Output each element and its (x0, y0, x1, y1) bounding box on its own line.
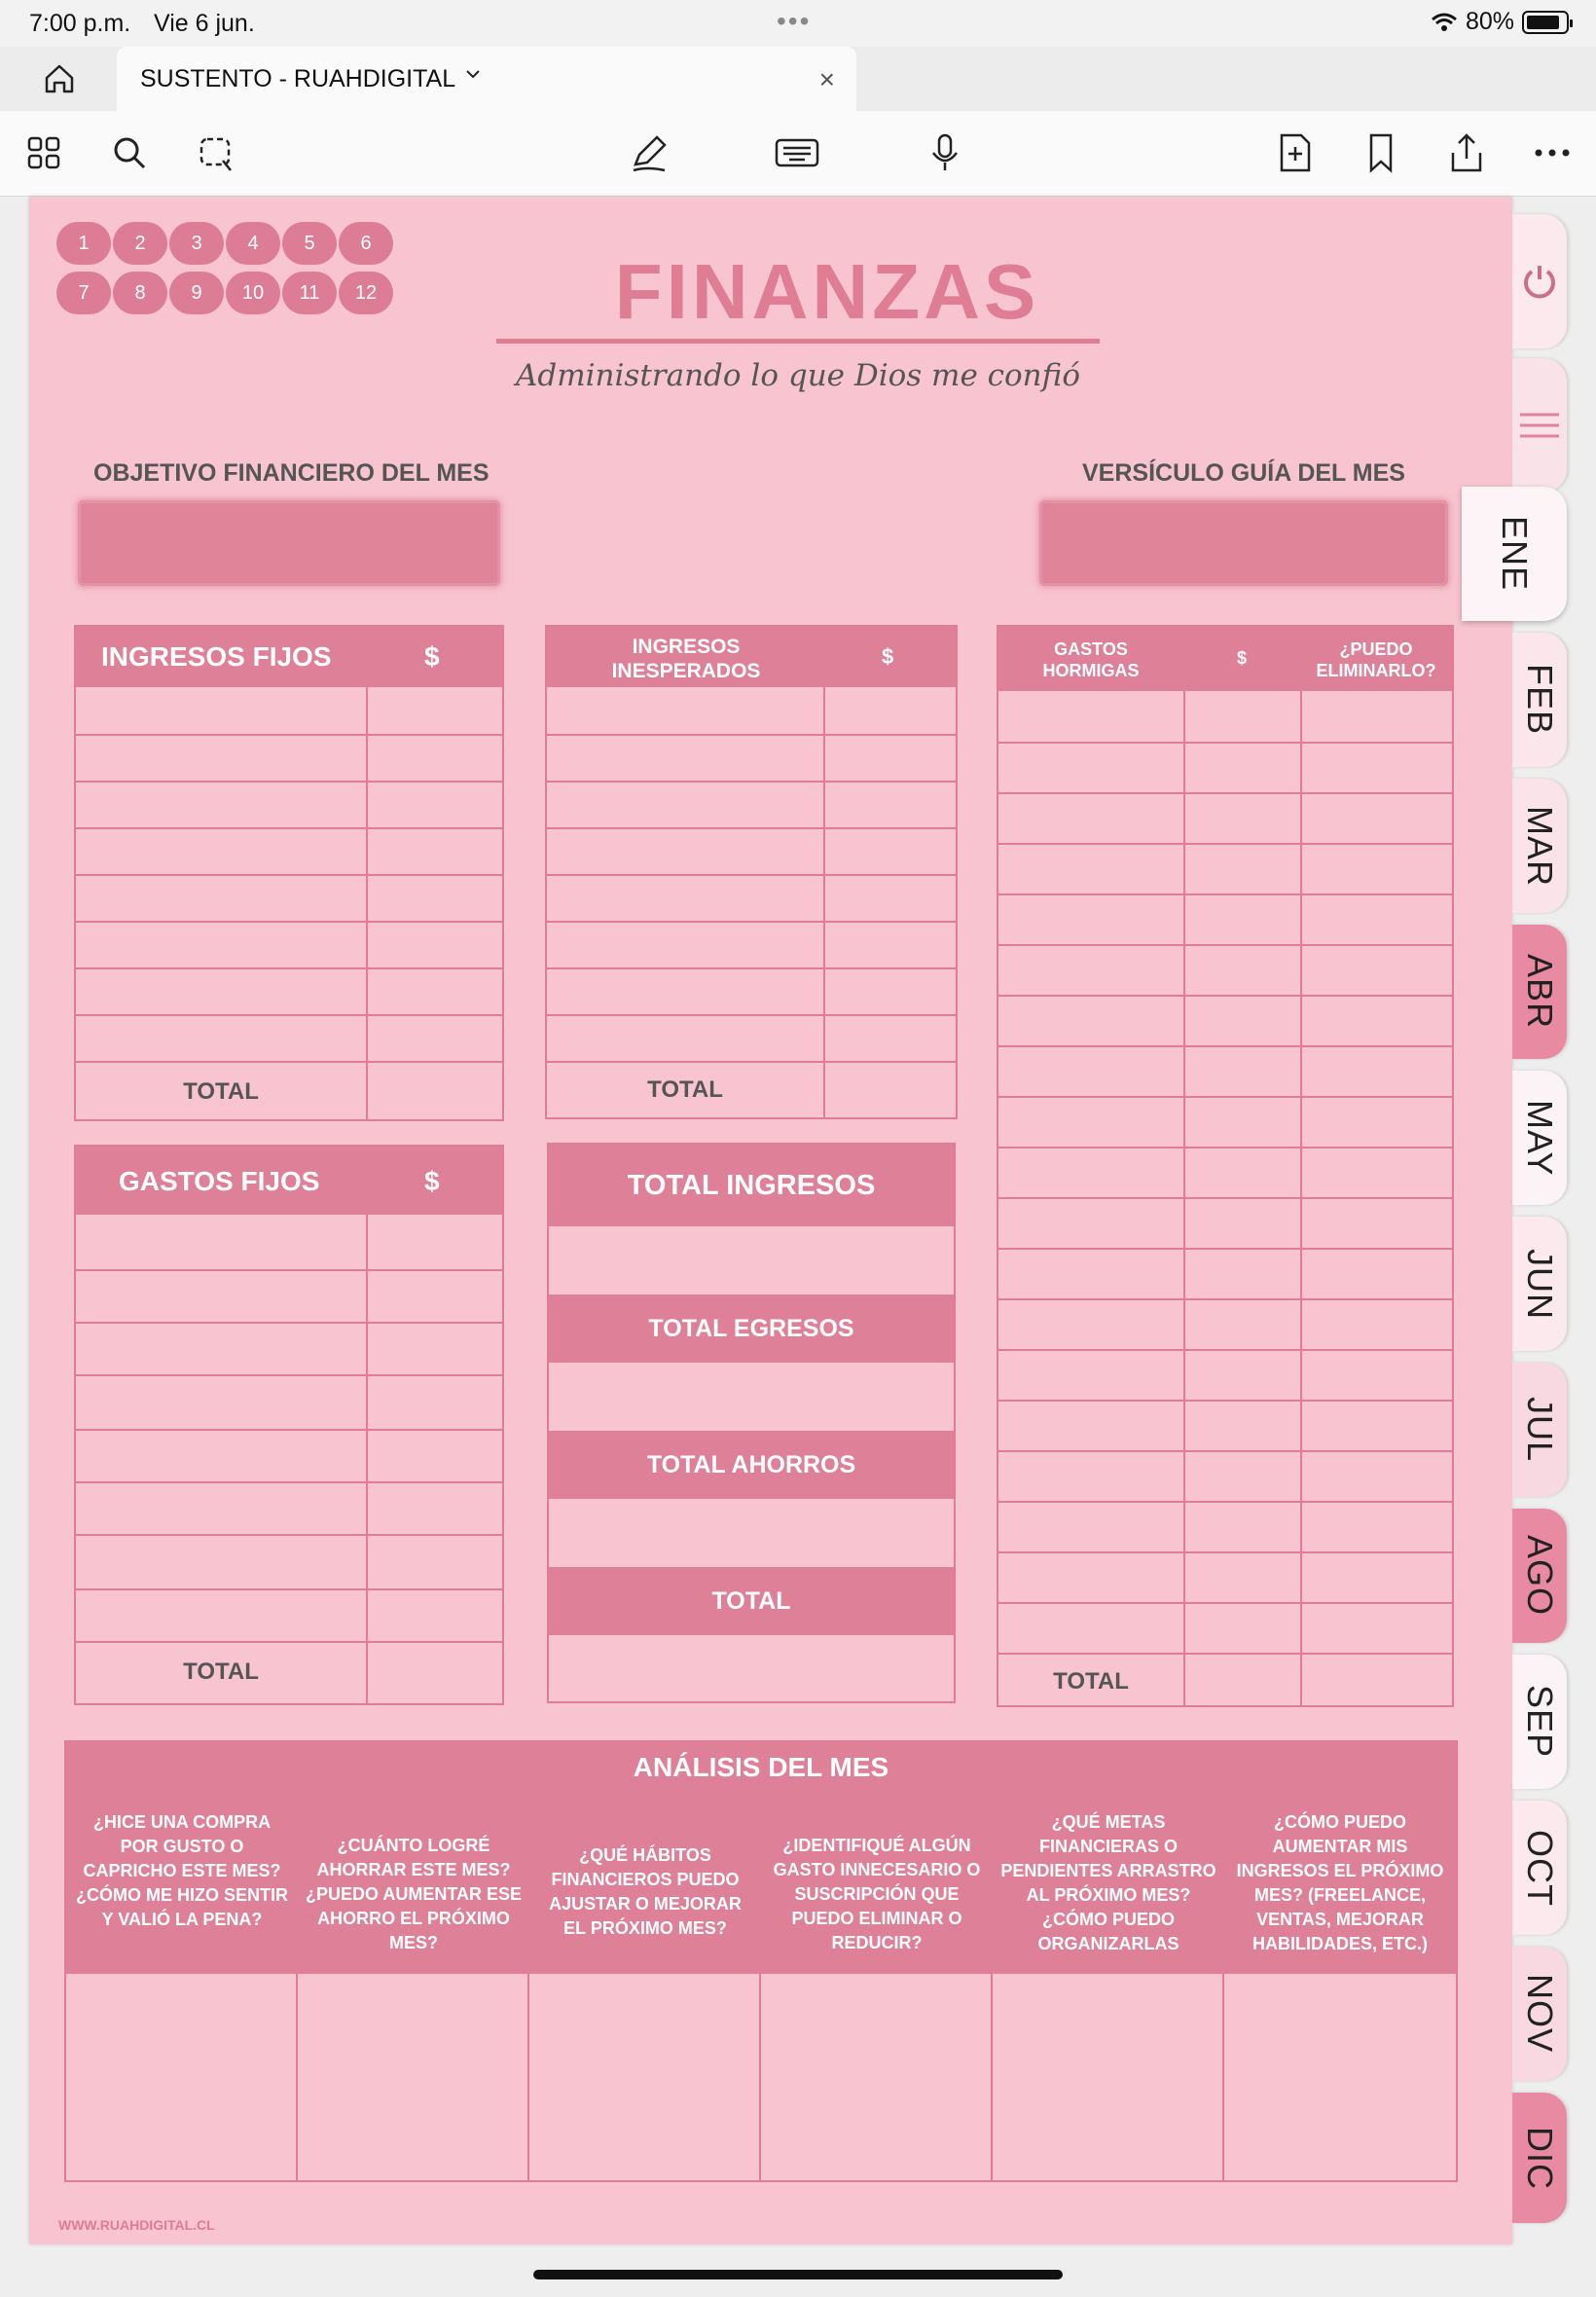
gastos-fijos-header (76, 1147, 502, 1215)
month-tab-label: SEP (1520, 1685, 1560, 1759)
toolbar (0, 111, 1596, 197)
ingresos-fijos-total: TOTAL (183, 1078, 259, 1105)
month-pill-9[interactable]: 9 (169, 272, 224, 314)
month-tab-jun[interactable] (1512, 1217, 1567, 1351)
month-tab-label: MAY (1520, 1099, 1560, 1177)
microphone-icon[interactable] (921, 128, 969, 177)
month-tab-may[interactable] (1512, 1071, 1567, 1205)
wifi-icon (1431, 12, 1458, 33)
table-row[interactable] (998, 1501, 1452, 1503)
gastos-hormigas-table (997, 625, 1454, 1707)
battery-icon (1522, 11, 1569, 34)
table-row[interactable] (76, 1269, 502, 1271)
month-tab-jul[interactable] (1512, 1363, 1567, 1497)
month-tab-label: ABR (1520, 954, 1560, 1030)
table-row[interactable] (998, 1045, 1452, 1047)
gastos-hormigas-eliminar (1300, 638, 1452, 681)
ingresos-inesperados-total: TOTAL (647, 1076, 723, 1103)
tab-bar (0, 47, 1596, 111)
table-row[interactable] (547, 874, 956, 876)
menu-tab[interactable] (1512, 358, 1567, 492)
status-date: Vie 6 jun. (154, 10, 255, 37)
column-divider (1222, 1974, 1224, 2182)
table-row[interactable] (76, 827, 502, 829)
ingresos-inesperados-currency: $ (882, 644, 894, 669)
table-row[interactable] (547, 781, 956, 783)
month-tab-feb[interactable] (1512, 633, 1567, 767)
table-row[interactable] (76, 1322, 502, 1324)
table-row[interactable] (547, 1014, 956, 1016)
total-egresos-label: TOTAL EGRESOS (549, 1294, 954, 1363)
month-pill-2[interactable]: 2 (113, 222, 167, 265)
gastos-hormigas-header (998, 627, 1452, 691)
gastos-hormigas-title (998, 638, 1183, 681)
menu-icon (1518, 411, 1561, 440)
analisis-title: ANÁLISIS DEL MES (633, 1752, 889, 1782)
multitask-dots-icon[interactable]: ••• (777, 6, 812, 36)
document-viewer (0, 197, 1596, 2260)
column-divider (366, 1215, 368, 1705)
chevron-down-icon[interactable] (463, 64, 483, 89)
table-row[interactable] (998, 1551, 1452, 1553)
title-line-1: GASTOS (1054, 639, 1128, 659)
battery-percent: 80% (1465, 8, 1514, 35)
ingresos-inesperados-header (547, 627, 956, 687)
analisis-question-4: ¿IDENTIFIQUÉ ALGÚN GASTO INNECESARIO O SUSCRIPCIÓN QUE PUEDO ELIMINAR O REDUCIR? (773, 1836, 981, 1952)
table-row[interactable] (76, 921, 502, 923)
power-icon (1518, 260, 1561, 303)
gastos-fijos-total: TOTAL (183, 1659, 259, 1685)
title-line-2: HORMIGAS (1042, 661, 1140, 680)
analisis-question-5: ¿QUÉ METAS FINANCIERAS O PENDIENTES ARRASTRO AL PRÓXIMO MES? ¿CÓMO PUEDO ORGANIZARLAS (1000, 1812, 1216, 1953)
ingresos-fijos-header (76, 627, 502, 687)
analisis-question-1: ¿HICE UNA COMPRA POR GUSTO O CAPRICHO ESTE MES? ¿CÓMO ME HIZO SENTIR Y VALIÓ LA PENA? (76, 1812, 288, 1929)
table-row[interactable] (998, 1147, 1452, 1148)
month-tab-mar[interactable] (1512, 779, 1567, 913)
month-tab-label: MAR (1520, 805, 1560, 887)
month-pill-10[interactable]: 10 (226, 272, 280, 314)
month-tab-ene[interactable] (1462, 487, 1567, 621)
table-row[interactable] (998, 1400, 1452, 1402)
month-pill-8[interactable]: 8 (113, 272, 167, 314)
table-row[interactable] (76, 1014, 502, 1016)
add-page-icon[interactable] (1271, 128, 1320, 177)
lasso-icon[interactable] (191, 128, 239, 177)
month-pill-4[interactable]: 4 (226, 222, 280, 265)
total-ingresos-label: TOTAL INGRESOS (549, 1145, 954, 1226)
table-row[interactable] (76, 781, 502, 783)
month-tab-label: JUN (1520, 1248, 1560, 1320)
versiculo-label: VERSÍCULO GUÍA DEL MES (1082, 459, 1405, 487)
month-pill-6[interactable]: 6 (339, 222, 393, 265)
month-pill-1[interactable]: 1 (56, 222, 111, 265)
col3-line-2: ELIMINARLO? (1316, 661, 1436, 680)
more-icon[interactable] (1528, 128, 1577, 177)
table-row[interactable] (76, 1481, 502, 1483)
table-row[interactable] (998, 792, 1452, 794)
analisis-table (64, 1740, 1458, 2182)
table-row[interactable] (998, 1248, 1452, 1250)
title-line-2: INESPERADOS (611, 660, 761, 682)
page-subtitle: Administrando lo que Dios me confió (516, 358, 1080, 393)
title-underline (496, 339, 1100, 344)
ingresos-inesperados-title (547, 635, 825, 683)
column-divider (991, 1974, 993, 2182)
bookmark-icon[interactable] (1357, 128, 1405, 177)
table-row[interactable] (76, 1641, 502, 1643)
table-row[interactable] (998, 742, 1452, 744)
status-time: 7:00 p.m. (29, 10, 131, 37)
table-row[interactable] (547, 967, 956, 969)
table-row[interactable] (998, 1096, 1452, 1098)
table-row[interactable] (547, 1061, 956, 1063)
column-divider (366, 687, 368, 1121)
total-ahorros-label: TOTAL AHORROS (549, 1431, 954, 1499)
month-pill-7[interactable]: 7 (56, 272, 111, 314)
status-right (1431, 8, 1569, 36)
month-tab-label: NOV (1520, 1974, 1560, 2054)
table-row[interactable] (998, 1653, 1452, 1655)
month-tab-dic[interactable] (1512, 2093, 1567, 2223)
table-row[interactable] (998, 893, 1452, 895)
gastos-fijos-title: GASTOS FIJOS (119, 1166, 320, 1196)
share-icon[interactable] (1442, 128, 1491, 177)
search-icon[interactable] (105, 128, 154, 177)
status-bar (0, 0, 1596, 47)
totals-panel (547, 1143, 956, 1703)
month-tab-ago[interactable] (1512, 1509, 1567, 1643)
table-row[interactable] (998, 1197, 1452, 1199)
pen-icon[interactable] (625, 128, 673, 177)
ingresos-inesperados-table (545, 625, 958, 1119)
gastos-hormigas-total: TOTAL (1053, 1668, 1129, 1695)
column-divider (296, 1974, 298, 2182)
table-row[interactable] (998, 843, 1452, 845)
close-icon[interactable]: × (818, 64, 835, 94)
table-row[interactable] (76, 1588, 502, 1590)
table-row[interactable] (547, 734, 956, 736)
month-pill-12[interactable]: 12 (339, 272, 393, 314)
planner-page (29, 197, 1512, 2244)
home-icon[interactable] (37, 56, 82, 101)
column-divider (527, 1974, 529, 2182)
month-pill-3[interactable]: 3 (169, 222, 224, 265)
gastos-fijos-table (74, 1145, 504, 1705)
table-row[interactable] (998, 1602, 1452, 1604)
objetivo-label: OBJETIVO FINANCIERO DEL MES (93, 459, 490, 487)
versiculo-field[interactable] (1039, 500, 1448, 586)
month-pill-5[interactable]: 5 (282, 222, 337, 265)
month-tab-label: OCT (1520, 1829, 1560, 1907)
table-row[interactable] (998, 995, 1452, 997)
month-tab-nov[interactable] (1512, 1947, 1567, 2081)
gastos-fijos-currency: $ (424, 1166, 440, 1196)
title-line-1: INGRESOS (632, 636, 741, 658)
table-row[interactable] (998, 1298, 1452, 1300)
table-row[interactable] (76, 1534, 502, 1536)
footer-url[interactable]: WWW.RUAHDIGITAL.CL (58, 2217, 215, 2233)
analisis-question-3: ¿QUÉ HÁBITOS FINANCIEROS PUEDO AJUSTAR O MEJORAR EL PRÓXIMO MES? (549, 1845, 742, 1938)
month-tab-label: AGO (1520, 1535, 1560, 1617)
month-tab-label: FEB (1520, 664, 1560, 736)
tab-title: SUSTENTO - RUAHDIGITAL (140, 65, 456, 92)
column-divider (759, 1974, 761, 2182)
ingresos-fijos-table (74, 625, 504, 1121)
table-row[interactable] (76, 1061, 502, 1063)
grid-icon[interactable] (19, 128, 68, 177)
table-row[interactable] (76, 1374, 502, 1376)
analisis-question-6: ¿CÓMO PUEDO AUMENTAR MIS INGRESOS EL PRÓXIMO MES? (FREELANCE, VENTAS, MEJORAR HABILIDADES, ETC.) (1236, 1812, 1444, 1953)
month-tab-sep[interactable] (1512, 1655, 1567, 1789)
month-pill-11[interactable]: 11 (282, 272, 337, 314)
gastos-hormigas-currency: $ (1236, 648, 1247, 668)
month-tab-label: JUL (1520, 1397, 1560, 1463)
table-row[interactable] (998, 1349, 1452, 1351)
total-label: TOTAL (549, 1567, 954, 1635)
table-row[interactable] (998, 1450, 1452, 1452)
column-divider (823, 687, 825, 1119)
col3-line-1: ¿PUEDO (1339, 639, 1413, 659)
table-row[interactable] (547, 827, 956, 829)
month-tab-oct[interactable] (1512, 1801, 1567, 1935)
keyboard-icon[interactable] (773, 128, 821, 177)
table-row[interactable] (76, 1429, 502, 1431)
table-row[interactable] (998, 944, 1452, 946)
table-row[interactable] (76, 734, 502, 736)
table-row[interactable] (76, 967, 502, 969)
objetivo-field[interactable] (78, 500, 500, 586)
analisis-question-2: ¿CUÁNTO LOGRÉ AHORRAR ESTE MES? ¿PUEDO AUMENTAR ESE AHORRO EL PRÓXIMO MES? (306, 1836, 523, 1952)
ingresos-fijos-title: INGRESOS FIJOS (101, 641, 332, 672)
document-tab[interactable] (117, 47, 856, 111)
home-indicator[interactable] (533, 2270, 1063, 2279)
month-tab-label: ENE (1495, 516, 1535, 592)
table-row[interactable] (547, 921, 956, 923)
month-tab-abr[interactable] (1512, 925, 1567, 1059)
month-tab-label: DIC (1520, 2126, 1560, 2190)
table-row[interactable] (76, 874, 502, 876)
power-tab[interactable] (1512, 214, 1567, 348)
ingresos-fijos-currency: $ (424, 641, 440, 672)
page-title: FINANZAS (614, 248, 1040, 335)
